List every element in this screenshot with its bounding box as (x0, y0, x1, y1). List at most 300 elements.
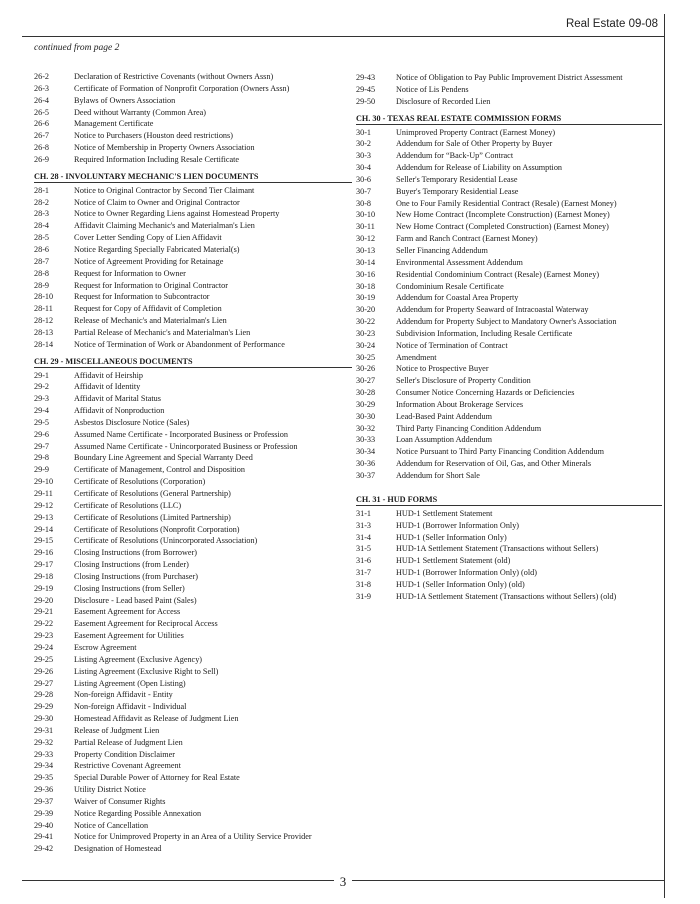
form-title: Declaration of Restrictive Covenants (without Owners Assn) (74, 72, 274, 81)
form-title: HUD-1 (Borrower Information Only) (old) (396, 568, 537, 578)
form-number: 31-5 (356, 544, 372, 554)
list-item (356, 328, 662, 340)
form-number: 29-40 (34, 820, 54, 830)
form-title: New Home Contract (Completed Construction) (Earnest Money) (396, 222, 609, 232)
form-title: Loan Assumption Addendum (396, 435, 492, 445)
list-item (34, 291, 352, 303)
list-item (34, 547, 352, 559)
list-item (356, 508, 662, 520)
left-column (34, 71, 352, 855)
form-title: Addendum for Short Sale (396, 471, 480, 480)
form-title: Partial Release of Judgment Lien (74, 737, 183, 747)
list-item (34, 772, 352, 784)
form-title: Certificate of Resolutions (Corporation) (74, 477, 206, 487)
ch31-list (356, 508, 662, 603)
form-title: Assumed Name Certificate - Unincorporated Business or Profession (74, 441, 298, 451)
form-title: Notice of Cancellation (74, 820, 149, 830)
list-item (356, 150, 662, 162)
form-number: 28-4 (34, 221, 50, 231)
form-title: Certificate of Resolutions (Limited Partnership) (74, 512, 231, 522)
list-item (356, 198, 662, 210)
form-number: 29-16 (34, 548, 54, 558)
form-number: 30-7 (356, 186, 372, 196)
form-title: Notice of Termination of Work or Abandonment of Performance (74, 339, 285, 349)
list-item (34, 831, 352, 843)
list-item (34, 327, 352, 339)
form-title: Cover Letter Sending Copy of Lien Affidavit (74, 233, 222, 243)
form-title: Certificate of Management, Control and Disposition (74, 465, 245, 475)
list-item (356, 209, 662, 221)
form-title: Lead-Based Paint Addendum (396, 411, 492, 421)
form-number: 29-1 (34, 370, 50, 380)
list-item (34, 784, 352, 796)
list-item (356, 292, 662, 304)
section-heading-ch29: CH. 29 - MISCELLANEOUS DOCUMENTS (34, 356, 352, 368)
form-number: 28-10 (34, 292, 54, 302)
form-title: Notice of Agreement Providing for Retainage (74, 256, 224, 266)
form-number: 29-29 (34, 702, 54, 712)
form-number: 29-12 (34, 500, 54, 510)
form-title: Addendum for “Back-Up” Contract (396, 151, 514, 161)
ch28-list (34, 185, 352, 351)
form-number: 29-18 (34, 571, 54, 581)
list-item (34, 535, 352, 547)
form-title: Seller's Disclosure of Property Condition (396, 376, 531, 386)
form-title: Closing Instructions (from Purchaser) (74, 571, 198, 581)
list-item (34, 441, 352, 453)
list-item (356, 316, 662, 328)
form-title: HUD-1 Settlement Statement (396, 508, 493, 518)
form-number: 30-28 (356, 388, 376, 398)
form-number: 31-1 (356, 508, 372, 518)
list-item (34, 232, 352, 244)
section-heading-ch28: CH. 28 - INVOLUNTARY MECHANIC'S LIEN DOCUMENTS (34, 171, 352, 183)
form-title: Listing Agreement (Exclusive Right to Sell) (74, 666, 219, 676)
form-title: Unimproved Property Contract (Earnest Money) (396, 127, 556, 137)
form-number: 29-14 (34, 524, 54, 534)
list-item (356, 399, 662, 411)
form-number: 28-12 (34, 316, 54, 326)
form-number: 30-16 (356, 269, 376, 279)
form-number: 29-28 (34, 690, 54, 700)
list-item (34, 512, 352, 524)
list-item (356, 96, 662, 108)
form-number: 30-2 (356, 139, 372, 149)
form-title: Closing Instructions (from Borrower) (74, 548, 198, 558)
form-title: Certificate of Resolutions (General Partnership) (74, 489, 231, 498)
form-number: 30-6 (356, 174, 372, 184)
form-title: Waiver of Consumer Rights (74, 796, 166, 806)
form-number: 26-4 (34, 95, 50, 105)
list-item (356, 245, 662, 257)
form-number: 29-3 (34, 394, 50, 404)
form-title: Addendum for Property Seaward of Intracoastal Waterway (396, 305, 589, 315)
list-item (356, 543, 662, 555)
form-title: Notice Regarding Specially Fabricated Material(s) (74, 244, 240, 254)
ch30-list (356, 127, 662, 482)
list-item (356, 567, 662, 579)
list-item (34, 571, 352, 583)
page-number-text: 3 (334, 874, 353, 889)
list-item (356, 555, 662, 567)
form-title: New Home Contract (Incomplete Construction) (Earnest Money) (396, 210, 610, 220)
section-heading-ch30: CH. 30 - TEXAS REAL ESTATE COMMISSION FORMS (356, 113, 662, 125)
form-number: 29-39 (34, 808, 54, 818)
list-item (34, 381, 352, 393)
form-title: Bylaws of Owners Association (74, 95, 176, 105)
form-number: 29-2 (34, 382, 50, 392)
form-number: 30-33 (356, 435, 376, 445)
form-number: 30-24 (356, 340, 376, 350)
form-number: 29-35 (34, 773, 54, 783)
list-item (34, 713, 352, 725)
form-number: 30-1 (356, 127, 372, 137)
form-title: Notice to Original Contractor by Second Tier Claimant (74, 185, 255, 195)
list-item (34, 606, 352, 618)
form-title: Release of Mechanic's and Materialman's Lien (74, 316, 227, 326)
form-number: 30-25 (356, 352, 376, 362)
list-item (34, 796, 352, 808)
list-item (34, 595, 352, 607)
form-title: Seller Financing Addendum (396, 245, 488, 255)
form-title: Release of Judgment Lien (74, 725, 160, 735)
form-number: 30-26 (356, 364, 376, 374)
form-title: Environmental Assessment Addendum (396, 257, 523, 267)
form-title: Easement Agreement for Reciprocal Access (74, 619, 218, 629)
list-item (356, 84, 662, 96)
form-title: Notice Pursuant to Third Party Financing Condition Addendum (396, 447, 604, 457)
form-number: 29-7 (34, 441, 50, 451)
list-item (34, 654, 352, 666)
list-item (356, 174, 662, 186)
form-number: 29-27 (34, 678, 54, 688)
form-title: HUD-1 (Borrower Information Only) (396, 520, 520, 530)
form-number: 28-11 (34, 304, 53, 314)
form-number: 30-37 (356, 471, 376, 480)
form-number: 31-6 (356, 556, 372, 566)
list-item (356, 233, 662, 245)
form-number: 29-15 (34, 536, 54, 546)
form-number: 29-34 (34, 761, 54, 771)
form-number: 28-5 (34, 233, 50, 243)
list-item (34, 208, 352, 220)
intro-list-left (34, 71, 352, 166)
form-number: 29-41 (34, 832, 54, 842)
header-rule (22, 36, 664, 37)
form-number: 30-27 (356, 376, 376, 386)
form-title: Request for Information to Owner (74, 268, 186, 278)
list-item (34, 820, 352, 832)
form-title: Designation of Homestead (74, 844, 162, 854)
list-item (34, 808, 352, 820)
list-item (356, 434, 662, 446)
form-number: 30-29 (356, 399, 376, 409)
form-title: HUD-1 Settlement Statement (old) (396, 556, 511, 566)
form-number: 29-45 (356, 84, 376, 94)
list-item (34, 429, 352, 441)
list-item (356, 458, 662, 470)
form-title: Affidavit of Marital Status (74, 394, 161, 404)
form-title: HUD-1A Settlement Statement (Transactions without Sellers) (396, 544, 599, 554)
form-title: Notice Regarding Possible Annexation (74, 808, 202, 818)
list-item (356, 375, 662, 387)
list-item (34, 370, 352, 382)
list-item (34, 618, 352, 630)
form-title: Information About Brokerage Services (396, 399, 524, 409)
form-number: 29-8 (34, 453, 50, 463)
form-number: 29-30 (34, 714, 54, 724)
form-number: 28-8 (34, 268, 50, 278)
list-item (34, 737, 352, 749)
form-title: Request for Information to Original Contractor (74, 280, 228, 290)
form-title: Affidavit of Nonproduction (74, 406, 165, 416)
list-item (34, 559, 352, 571)
list-item (356, 221, 662, 233)
form-title: Easement Agreement for Access (74, 607, 181, 617)
form-number: 29-21 (34, 607, 54, 617)
list-item (34, 71, 352, 83)
list-item (34, 185, 352, 197)
list-item (356, 340, 662, 352)
form-title: Listing Agreement (Exclusive Agency) (74, 654, 203, 664)
form-number: 30-10 (356, 210, 376, 220)
form-title: Request for Information to Subcontractor (74, 292, 210, 302)
list-item (34, 95, 352, 107)
form-title: Certificate of Resolutions (Unincorporated Association) (74, 536, 258, 546)
form-number: 31-7 (356, 568, 372, 578)
form-number: 30-8 (356, 198, 372, 208)
list-item (34, 315, 352, 327)
list-item (356, 470, 662, 482)
list-item (34, 142, 352, 154)
list-item (356, 446, 662, 458)
form-number: 30-4 (356, 163, 372, 173)
form-number: 29-17 (34, 560, 54, 570)
list-item (356, 72, 662, 84)
form-number: 30-12 (356, 234, 376, 244)
list-item (34, 630, 352, 642)
form-number: 29-31 (34, 725, 54, 735)
form-title: Partial Release of Mechanic's and Materialman's Lien (74, 327, 251, 337)
list-item (356, 520, 662, 532)
form-title: Affidavit Claiming Mechanic's and Materialman's Lien (74, 221, 255, 231)
form-number: 26-6 (34, 119, 50, 129)
list-item (356, 257, 662, 269)
form-number: 29-32 (34, 737, 54, 747)
form-title: Assumed Name Certificate - Incorporated Business or Profession (74, 429, 288, 439)
form-title: Notice for Unimproved Property in an Area of a Utility Service Provider (74, 832, 312, 842)
form-title: Escrow Agreement (74, 642, 137, 652)
form-title: Non-foreign Affidavit - Entity (74, 690, 173, 700)
form-title: Notice to Owner Regarding Liens against Homestead Property (74, 209, 280, 219)
form-number: 31-8 (356, 579, 372, 589)
form-title: Notice of Termination of Contract (396, 340, 508, 350)
list-item (356, 579, 662, 591)
form-title: Condominium Resale Certificate (396, 281, 504, 291)
form-number: 28-7 (34, 256, 50, 266)
form-title: Notice of Membership in Property Owners Association (74, 143, 255, 153)
form-number: 30-13 (356, 245, 376, 255)
list-item (34, 107, 352, 119)
form-title: HUD-1A Settlement Statement (Transactions without Sellers) (old) (396, 591, 617, 601)
form-title: Notice of Lis Pendens (396, 84, 469, 94)
form-title: Notice to Purchasers (Houston deed restrictions) (74, 131, 233, 141)
form-title: Restrictive Covenant Agreement (74, 761, 181, 771)
list-item (34, 118, 352, 130)
form-number: 28-3 (34, 209, 50, 219)
list-item (356, 411, 662, 423)
form-number: 28-14 (34, 339, 54, 349)
list-item (34, 678, 352, 690)
form-number: 31-4 (356, 532, 372, 542)
list-item (34, 524, 352, 536)
list-item (356, 363, 662, 375)
form-number: 30-23 (356, 328, 376, 338)
list-item (34, 339, 352, 351)
list-item (356, 127, 662, 139)
list-item (34, 256, 352, 268)
form-number: 30-19 (356, 293, 376, 303)
list-item (34, 154, 352, 166)
form-title: Certificate of Formation of Nonprofit Corporation (Owners Assn) (74, 83, 290, 93)
form-number: 30-14 (356, 257, 376, 267)
form-number: 28-2 (34, 197, 50, 207)
page-number (22, 874, 664, 890)
form-number: 30-32 (356, 423, 376, 433)
list-item (356, 423, 662, 435)
right-column (356, 72, 662, 603)
form-number: 31-3 (356, 520, 372, 530)
form-title: Management Certificate (74, 119, 154, 129)
form-number: 28-13 (34, 327, 54, 337)
list-item (34, 393, 352, 405)
form-number: 29-22 (34, 619, 54, 629)
section-heading-ch31: CH. 31 - HUD FORMS (356, 494, 662, 506)
form-number: 29-33 (34, 749, 54, 759)
form-title: Homestead Affidavit as Release of Judgment Lien (74, 714, 239, 724)
form-title: Asbestos Disclosure Notice (Sales) (74, 417, 190, 427)
form-number: 29-6 (34, 429, 50, 439)
form-number: 26-3 (34, 83, 50, 93)
list-item (356, 387, 662, 399)
ch29-list (34, 370, 352, 856)
list-item (34, 417, 352, 429)
list-item (34, 583, 352, 595)
form-title: Easement Agreement for Utilities (74, 631, 184, 641)
form-number: 26-9 (34, 154, 50, 164)
form-title: Closing Instructions (from Lender) (74, 560, 189, 570)
form-title: Certificate of Resolutions (LLC) (74, 500, 182, 510)
form-number: 29-10 (34, 477, 54, 487)
form-number: 29-37 (34, 796, 54, 806)
list-item (356, 138, 662, 150)
list-item (356, 162, 662, 174)
list-item (34, 83, 352, 95)
form-number: 29-23 (34, 631, 54, 641)
list-item (34, 220, 352, 232)
intro-list-right (356, 72, 662, 108)
list-item (34, 197, 352, 209)
form-number: 28-1 (34, 185, 50, 195)
form-number: 29-26 (34, 666, 54, 676)
form-title: Addendum for Sale of Other Property by Buyer (396, 139, 553, 149)
page-header-title: Real Estate 09-08 (565, 18, 658, 30)
form-number: 29-4 (34, 406, 50, 416)
form-title: Amendment (396, 352, 437, 362)
form-title: Boundary Line Agreement and Special Warranty Deed (74, 453, 253, 463)
form-title: Buyer's Temporary Residential Lease (396, 186, 519, 196)
form-title: Addendum for Reservation of Oil, Gas, and Other Minerals (396, 459, 592, 469)
form-number: 29-25 (34, 654, 54, 664)
form-number: 26-7 (34, 131, 50, 141)
list-item (34, 725, 352, 737)
list-item (356, 304, 662, 316)
list-item (34, 689, 352, 701)
form-title: Required Information Including Resale Certificate (74, 154, 240, 164)
list-item (34, 749, 352, 761)
form-number: 30-3 (356, 151, 372, 161)
list-item (34, 476, 352, 488)
form-title: Disclosure - Lead based Paint (Sales) (74, 595, 197, 605)
form-number: 28-9 (34, 280, 50, 290)
list-item (34, 701, 352, 713)
form-number: 29-19 (34, 583, 54, 593)
form-title: Affidavit of Heirship (74, 370, 143, 380)
form-number: 30-30 (356, 411, 376, 421)
list-item (356, 281, 662, 293)
list-item (34, 452, 352, 464)
form-title: HUD-1 (Seller Information Only) (old) (396, 579, 525, 589)
form-title: Affidavit of Identity (74, 382, 141, 392)
list-item (356, 591, 662, 603)
form-number: 29-20 (34, 595, 54, 605)
form-number: 29-5 (34, 417, 50, 427)
form-number: 30-20 (356, 305, 376, 315)
form-number: 29-13 (34, 512, 54, 522)
list-item (356, 352, 662, 364)
form-title: Special Durable Power of Attorney for Real Estate (74, 773, 240, 783)
form-number: 26-5 (34, 107, 50, 117)
form-title: Certificate of Resolutions (Nonprofit Corporation) (74, 524, 240, 534)
list-item (356, 269, 662, 281)
list-item (34, 303, 352, 315)
form-title: Addendum for Coastal Area Property (396, 293, 519, 303)
list-item (356, 532, 662, 544)
list-item (34, 642, 352, 654)
form-title: Notice of Claim to Owner and Original Contractor (74, 197, 240, 207)
form-title: Disclosure of Recorded Lien (396, 96, 491, 106)
continued-note: continued from page 2 (34, 43, 120, 53)
form-title: Third Party Financing Condition Addendum (396, 423, 542, 433)
form-number: 29-36 (34, 785, 54, 795)
list-item (34, 500, 352, 512)
list-item (34, 464, 352, 476)
form-number: 30-22 (356, 317, 376, 327)
list-item (34, 760, 352, 772)
form-title: Subdivision Information, Including Resale Certificate (396, 328, 573, 338)
form-title: Property Condition Disclaimer (74, 749, 175, 759)
form-number: 30-11 (356, 222, 375, 232)
form-number: 30-18 (356, 281, 376, 291)
form-title: Listing Agreement (Open Listing) (74, 678, 186, 688)
form-title: HUD-1 (Seller Information Only) (396, 532, 507, 542)
form-title: Closing Instructions (from Seller) (74, 583, 185, 593)
form-number: 29-43 (356, 73, 376, 82)
list-item (34, 488, 352, 500)
form-number: 26-8 (34, 143, 50, 153)
form-number: 29-11 (34, 489, 53, 498)
form-title: Notice to Prospective Buyer (396, 364, 489, 374)
